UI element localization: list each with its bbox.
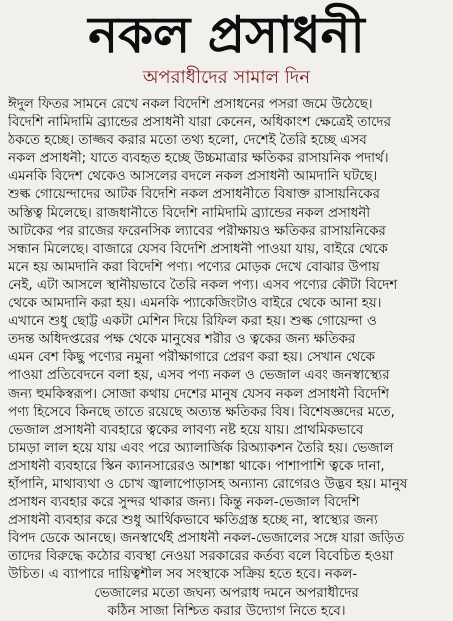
body-line: নকল প্রসাধনী; যাতে ব্যবহৃত হচ্ছে উচ্চমাত্রার ক্ষতিকর রাসায়নিক পদার্থ।: [8, 151, 389, 167]
body-line: প্রসাধনী ব্যবহার করে শুধু আর্থিকভাবে ক্ষতিগ্রস্ত হচ্ছে না, স্বাস্থ্যের জন্য: [8, 513, 378, 529]
body-line: সন্ধান মিলেছে। বাজারে যেসব বিদেশি প্রসাধনী পাওয়া যায়, বাইরে থেকে: [8, 241, 388, 257]
body-line: এখানে শুধু ছোট্ট একটা মেশিন দিয়ে রিফিল করা হয়। শুল্ক গোয়েন্দা ও: [8, 314, 377, 330]
body-line: কঠিন সাজা নিশ্চিত করার উদ্যোগ নিতে হবে।: [107, 603, 346, 619]
body-line: এমনকি বিদেশ থেকেও আসলের বদলে নকল প্রসাধনী আমদানি ঘটছে।: [8, 169, 378, 185]
body-line: ভেজালের মতো জঘন্য অপরাধ দমনে অপরাধীদের: [94, 585, 359, 601]
article-body: [8, 96, 445, 621]
body-line: বিদেশি নামিদামি ব্র্যান্ডের প্রসাধনী যারা কেনেন, অধিকাংশ ক্ষেত্রেই তাদের: [8, 115, 391, 131]
body-line: হাঁপানি, মাথাব্যথা ও চোখ জ্বালাপোড়াসহ অন্যান্য রোগেরও উদ্ভব হয়। মানুষ: [8, 476, 408, 492]
body-line: উচিত। এ ব্যাপারে দায়িত্বশীল সব সংস্থাকে সক্রিয় হতে হবে। নকল-: [8, 567, 358, 583]
body-line: ঈদুল ফিতর সামনে রেখে নকল বিদেশি প্রসাধনের পসরা জমে উঠেছে।: [8, 97, 373, 112]
body-line: থেকে আমদানি করা হয়। এমনকি প্যাকেজিংটাও বাইরে থেকে আনা হয়।: [8, 296, 382, 312]
body-line: নেই, এটা আসলে স্থানীয়ভাবে তৈরি নকল পণ্য। এসব পণ্যের কৌটা বিদেশ: [8, 277, 398, 293]
body-line: এমন বেশ কিছু পণ্যের নমুনা পরীক্ষাগারে প্রেরণ করা হয়। সেখান থেকে: [8, 350, 375, 366]
body-line: তদন্ত অধিদপ্তরের পক্ষ থেকে মানুষের শরীর ও ত্বকের জন্য ক্ষতিকর: [8, 332, 356, 348]
body-line: বিপদ ডেকে আনছে। জনস্বার্থেই প্রসাধনী নকল-ভেজালের সঙ্গে যারা জড়িত: [8, 531, 405, 547]
body-line: শুল্ক গোয়েন্দাদের আটক বিদেশি নকল প্রসাধনীতে বিষাক্ত রাসায়নিকের: [8, 187, 380, 203]
body-line: প্রসাধনী ব্যবহারে স্কিন ক্যানসারেরও আশঙ্কা থাকে। পাশাপাশি ত্বকে দানা,: [8, 458, 385, 474]
body-line: জন্য হুমকিস্বরূপ। সোজা কথায় দেশের মানুষ যেসব নকল প্রসাধনী বিদেশি: [8, 386, 390, 402]
body-line: প্রসাধন ব্যবহার করে সুন্দর থাকার জন্য। কিন্তু নকল-ভেজাল বিদেশি: [8, 495, 360, 511]
body-line: অস্তিত্ব মিলেছে। রাজধানীতে বিদেশি নামিদামি ব্র্যান্ডের নকল প্রসাধনী: [8, 205, 371, 221]
body-line: আটকের পর রাজের ফরেনসিক ল্যাবের পরীক্ষায়ও ক্ষতিকর রাসায়নিকের: [8, 223, 386, 239]
body-line: পণ্য হিসেবে কিনছে তাতে রয়েছে অত্যন্ত ক্ষতিকর বিষ। বিশেষজ্ঞদের মতে,: [8, 404, 395, 420]
body-line: পাওয়া প্রতিবেদনে বলা হয়, এসব পণ্য নকল ও ভেজাল এবং জনস্বাস্থ্যের: [8, 368, 390, 384]
body-line: ঠকতে হচ্ছে। তাজ্জব করার মতো তথ্য হলো, দেশেই তৈরি হচ্ছে এসব: [8, 133, 367, 149]
subheadline: অপরাধীদের সামাল দিন: [142, 67, 311, 88]
headline: নকল প্রসাধনী: [88, 6, 365, 64]
body-line: চামড়া লাল হয়ে যায় এবং পরে অ্যালার্জিক রিঅ্যাকশন তৈরি হয়। ভেজাল: [8, 440, 394, 456]
body-line: ভেজাল প্রসাধনী ব্যবহারে ত্বকের লাবণ্য নষ্ট হয়ে যায়। প্রাথমিকভাবে: [8, 422, 364, 438]
body-line: মনে হয় আমদানি করা বিদেশি পণ্য। পণ্যের মোড়ক দেখে বোঝার উপায়: [8, 259, 380, 275]
body-line: তাদের বিরুদ্ধে কঠোর ব্যবস্থা নেওয়া সরকারের কর্তব্য বলে বিবেচিত হওয়া: [8, 549, 394, 565]
